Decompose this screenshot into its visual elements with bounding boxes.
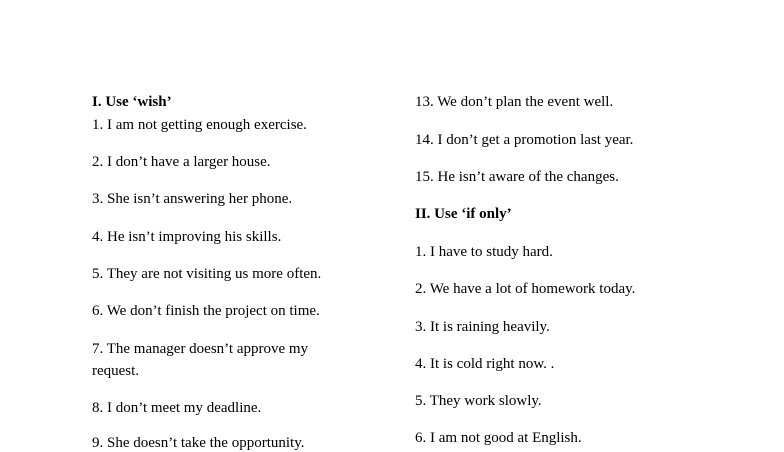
exercise-item: 2. I don’t have a larger house.: [92, 154, 271, 170]
exercise-item: 6. I am not good at English.: [415, 430, 582, 446]
exercise-item: 6. We don’t finish the project on time.: [92, 303, 320, 319]
exercise-item: 4. It is cold right now. .: [415, 356, 555, 372]
exercise-item: 4. He isn’t improving his skills.: [92, 229, 282, 245]
exercise-item: 3. It is raining heavily.: [415, 319, 550, 335]
exercise-item: 5. They are not visiting us more often.: [92, 266, 322, 282]
exercise-item: 9. She doesn’t take the opportunity.: [92, 435, 305, 451]
section-heading-if-only: II. Use ‘if only’: [415, 206, 512, 222]
exercise-item: 13. We don’t plan the event well.: [415, 94, 614, 110]
exercise-item: 3. She isn’t answering her phone.: [92, 191, 293, 207]
exercise-item: 15. He isn’t aware of the changes.: [415, 169, 619, 185]
exercise-item: 8. I don’t meet my deadline.: [92, 400, 262, 416]
exercise-item: 7. The manager doesn’t approve my request.: [92, 341, 309, 379]
exercise-item: 14. I don’t get a promotion last year.: [415, 132, 634, 148]
section-heading-wish: I. Use ‘wish’: [92, 94, 172, 110]
exercise-item: 1. I am not getting enough exercise.: [92, 117, 307, 133]
exercise-item: 2. We have a lot of homework today.: [415, 281, 636, 297]
exercise-item: 5. They work slowly.: [415, 393, 542, 409]
exercise-item: 1. I have to study hard.: [415, 244, 553, 260]
